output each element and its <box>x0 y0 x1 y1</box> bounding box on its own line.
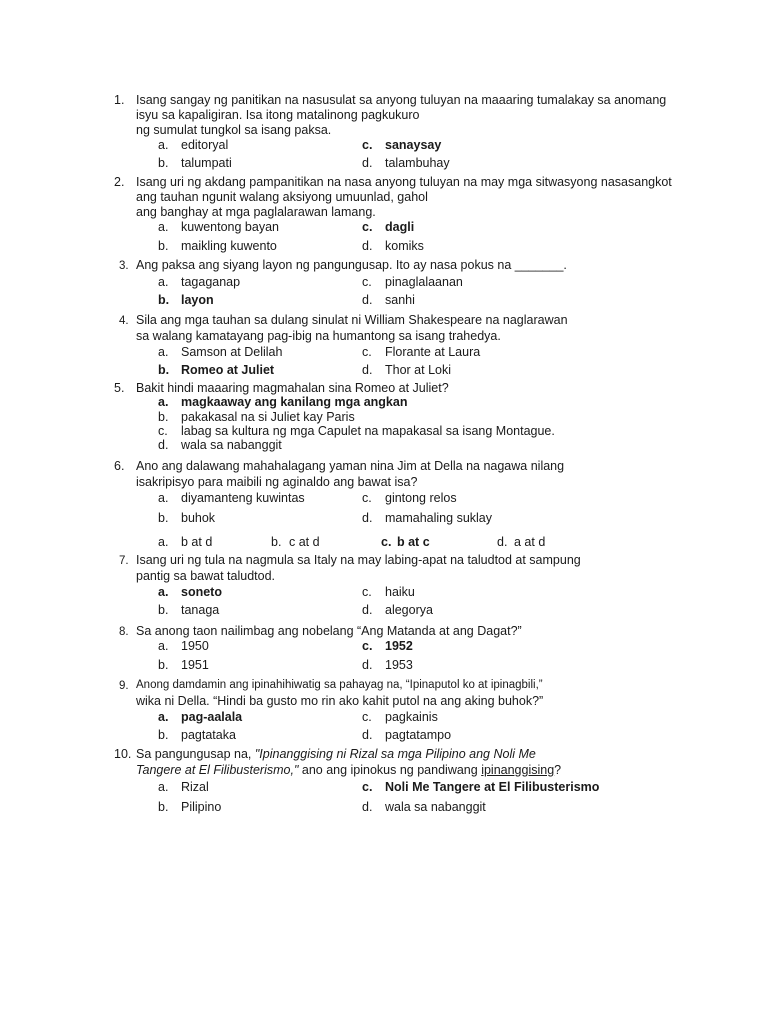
choice-letter: d. <box>362 800 373 814</box>
choice-letter: b. <box>158 156 169 170</box>
question-text-middle: ano ang ipinokus ng pandiwang <box>298 763 482 777</box>
choice-letter-answer: a. <box>158 585 169 599</box>
choice-text: haiku <box>385 585 415 599</box>
question-number: 7. <box>119 555 129 567</box>
question-text-line: Isang uri ng tula na nagmula sa Italy na may labing-apat na taludtod at sampung <box>136 553 581 567</box>
choice-letter: b. <box>158 800 169 814</box>
combo-letter: a. <box>158 535 169 549</box>
choice-letter: a. <box>158 345 169 359</box>
quoted-sentence: "Ipinanggising ni Rizal sa mga Pilipino ang Noli Me <box>254 747 536 761</box>
question-text-line: Bakit hindi maaaring magmahalan sina Romeo at Juliet? <box>136 381 449 395</box>
choice-text: buhok <box>181 511 216 525</box>
choice-letter-answer: c. <box>362 780 373 794</box>
choice-text: 1953 <box>385 658 413 672</box>
choice-letter: d. <box>362 728 373 742</box>
choice-letter: d. <box>158 438 169 452</box>
choice-text: tanaga <box>181 603 220 617</box>
choice-text: Thor at Loki <box>385 363 452 377</box>
choice-letter-answer: a. <box>158 710 169 724</box>
choice-letter-answer: a. <box>158 395 169 409</box>
choice-letter: d. <box>362 511 373 525</box>
choice-letter: b. <box>158 410 169 424</box>
choice-letter: c. <box>362 710 372 724</box>
question-number: 3. <box>119 260 129 272</box>
choice-letter: d. <box>362 603 373 617</box>
choice-text: alegorya <box>385 603 433 617</box>
choice-text: talambuhay <box>385 156 450 170</box>
question-mark: ? <box>554 763 562 777</box>
choice-letter: b. <box>158 728 169 742</box>
question-text-line: Isang uri ng akdang pampanitikan na nasa anyong tuluyan na may mga sitwasyong nasasangkot <box>136 175 672 189</box>
choice-text: pakakasal na si Juliet kay Paris <box>181 410 355 424</box>
choice-letter: b. <box>158 603 169 617</box>
choice-text-answer: Noli Me Tangere at El Filibusterismo <box>385 780 600 794</box>
choice-letter: b. <box>158 658 169 672</box>
choice-text: labag sa kultura ng mga Capulet na mapakasal sa isang Montague. <box>181 424 555 438</box>
choice-letter: a. <box>158 275 169 289</box>
question-text-line: Ano ang dalawang mahahalagang yaman nina Jim at Della na nagawa nilang <box>136 459 565 473</box>
question-text-line: Anong damdamin ang ipinahihiwatig sa pahayag na, “Ipinaputol ko at ipinagbili,” <box>136 679 543 691</box>
choice-text: pagkainis <box>385 710 438 724</box>
choice-letter: d. <box>362 156 373 170</box>
question-text-line: pantig sa bawat taludtod. <box>136 569 275 583</box>
question-text-line: isakripisyo para maibili ng aginaldo ang bawat isa? <box>136 475 418 489</box>
question-text-line: ang banghay at mga paglalarawan lamang. <box>136 205 376 219</box>
choice-letter-answer: c. <box>362 639 373 653</box>
choice-letter-answer: c. <box>362 220 373 234</box>
question-text-prefix: Sa pangungusap na, <box>136 747 255 761</box>
choice-text: Samson at Delilah <box>181 345 283 359</box>
choice-text: diyamanteng kuwintas <box>181 491 305 505</box>
choice-letter: c. <box>362 275 372 289</box>
choice-text: mamahaling suklay <box>385 511 492 525</box>
choice-letter: a. <box>158 639 169 653</box>
choice-text: Rizal <box>181 780 209 794</box>
choice-text: gintong relos <box>385 491 457 505</box>
choice-text: komiks <box>385 239 424 253</box>
choice-text: Pilipino <box>181 800 222 814</box>
choice-letter: a. <box>158 780 169 794</box>
choice-letter: d. <box>362 658 373 672</box>
choice-text: wala sa nabanggit <box>385 800 486 814</box>
choice-text: pagtataka <box>181 728 236 742</box>
question-text-line: ng sumulat tungkol sa isang paksa. <box>136 123 332 137</box>
combo-text: a at d <box>514 535 546 549</box>
question-text-line: isyu sa kapaligiran. Isa itong matalinong pagkukuro <box>136 108 420 122</box>
choice-text: pagtatampo <box>385 728 452 742</box>
choice-letter-answer: c. <box>362 138 373 152</box>
combo-letter-answer: c. <box>381 535 392 549</box>
question-number: 9. <box>119 680 129 692</box>
question-text-line <box>136 747 536 761</box>
choice-text: kuwentong bayan <box>181 220 279 234</box>
choice-text: sanhi <box>385 293 415 307</box>
choice-letter: c. <box>158 424 168 438</box>
question-text-line: wika ni Della. “Hindi ba gusto mo rin ako kahit putol na ang aking buhok?” <box>136 694 544 708</box>
choice-text: editoryal <box>181 138 229 152</box>
choice-text-answer: pag-aalala <box>181 710 243 724</box>
choice-text-answer: soneto <box>181 585 222 599</box>
question-number: 8. <box>119 626 129 638</box>
choice-text: tagaganap <box>181 275 241 289</box>
choice-text: pinaglalaanan <box>385 275 463 289</box>
choice-text: 1951 <box>181 658 209 672</box>
choice-text: 1950 <box>181 639 209 653</box>
question-text-line: sa walang kamatayang pag-ibig na humantong sa isang trahedya. <box>136 329 501 343</box>
choice-text: maikling kuwento <box>181 239 277 253</box>
choice-letter-answer: b. <box>158 363 170 377</box>
combo-letter: b. <box>271 535 282 549</box>
choice-letter: d. <box>362 239 373 253</box>
choice-text-answer: Romeo at Juliet <box>181 363 275 377</box>
question-number: 2. <box>114 175 125 189</box>
choice-letter: c. <box>362 345 372 359</box>
choice-letter: c. <box>362 491 372 505</box>
underlined-verb: ipinanggising <box>481 763 555 777</box>
question-text-line: Sa anong taon nailimbag ang nobelang “Ang Matanda at ang Dagat?” <box>136 624 522 638</box>
choice-text: wala sa nabanggit <box>181 438 282 452</box>
choice-letter: a. <box>158 220 169 234</box>
choice-letter: d. <box>362 363 373 377</box>
combo-text: b at d <box>181 535 213 549</box>
choice-text-answer: sanaysay <box>385 138 442 152</box>
choice-letter-answer: b. <box>158 293 170 307</box>
question-text-line: Sila ang mga tauhan sa dulang sinulat ni William Shakespeare na naglarawan <box>136 313 568 327</box>
combo-text: c at d <box>289 535 320 549</box>
question-number: 1. <box>114 93 125 107</box>
question-text-line: Ang paksa ang siyang layon ng pangungusap. Ito ay nasa pokus na _______. <box>136 258 567 272</box>
choice-text-answer: layon <box>181 293 214 307</box>
choice-text-answer: dagli <box>385 220 415 234</box>
choice-letter: b. <box>158 511 169 525</box>
quoted-sentence: Tangere at El Filibusterismo," <box>136 763 299 777</box>
question-number: 5. <box>114 381 125 395</box>
combo-text-answer: b at c <box>397 535 430 549</box>
question-text-line <box>136 763 561 777</box>
choice-text: Florante at Laura <box>385 345 481 359</box>
choice-text-answer: 1952 <box>385 639 413 653</box>
question-text-line: ang tauhan ngunit walang aksiyong umuunlad, gahol <box>136 190 428 204</box>
question-number: 6. <box>114 459 125 473</box>
choice-letter: b. <box>158 239 169 253</box>
question-number: 4. <box>119 315 129 327</box>
choice-letter: d. <box>362 293 373 307</box>
choice-text: talumpati <box>181 156 232 170</box>
choice-letter: a. <box>158 491 169 505</box>
question-number: 10. <box>114 747 132 761</box>
choice-letter: a. <box>158 138 169 152</box>
choice-text-answer: magkaaway ang kanilang mga angkan <box>181 395 408 409</box>
choice-letter: c. <box>362 585 372 599</box>
question-text-line: Isang sangay ng panitikan na nasusulat sa anyong tuluyan na maaaring tumalakay sa anomang <box>136 93 667 107</box>
combo-letter: d. <box>497 535 508 549</box>
